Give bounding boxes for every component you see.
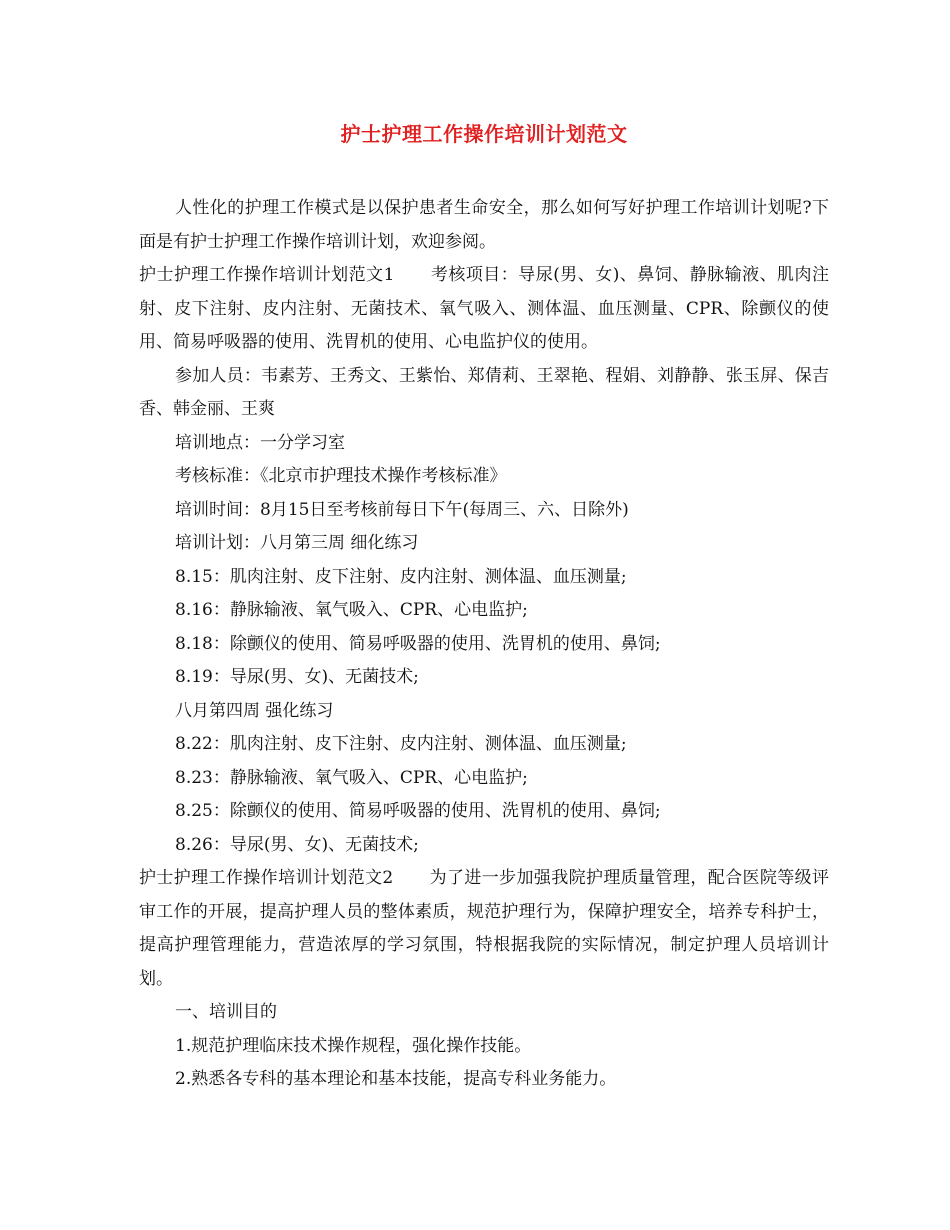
section-heading: 一、培训目的 <box>175 1002 277 1022</box>
sample-1-paragraph <box>139 259 829 360</box>
intro-text: 人性化的护理工作模式是以保护患者生命安全，那么如何写好护理工作培训计划呢?下面是有护士护理工作操作培训计划，欢迎参阅。 <box>139 198 829 252</box>
schedule-item: 8.22：肌肉注射、皮下注射、皮内注射、测体温、血压测量; <box>175 734 627 754</box>
document-title: 护士护理工作操作培训计划范文 <box>340 122 628 146</box>
exam-items-text: 考核项目：导尿(男、女)、鼻饲、静脉输液、肌肉注射、皮下注射、皮内注射、无菌技术、氧气吸入、测体温、血压测量、CPR、除颤仪的使用、简易呼吸器的使用、洗胃机的使用、心电监护仪的使用。 <box>139 265 829 352</box>
sample-2-paragraph <box>139 862 829 996</box>
training-time: 培训时间：8月15日至考核前每日下午(每周三、六、日除外) <box>175 499 629 520</box>
sample-2-heading: 护士护理工作操作培训计划范文2 <box>139 868 394 888</box>
schedule-item: 8.16：静脉输液、氧气吸入、CPR、心电监护; <box>175 600 528 620</box>
intro-paragraph <box>139 192 829 259</box>
training-location: 培训地点：一分学习室 <box>175 432 345 453</box>
sample-1-heading: 护士护理工作操作培训计划范文1 <box>139 265 395 285</box>
schedule-item: 8.26：导尿(男、女)、无菌技术; <box>175 834 419 855</box>
goal-item: 2.熟悉各专科的基本理论和基本技能，提高专科业务能力。 <box>175 1069 617 1089</box>
goal-item: 1.规范护理临床技术操作规程，强化操作技能。 <box>175 1035 532 1056</box>
schedule-item: 8.25：除颤仪的使用、简易呼吸器的使用、洗胃机的使用、鼻饲; <box>175 801 661 821</box>
purpose-text: 为了进一步加强我院护理质量管理，配合医院等级评审工作的开展，提高护理人员的整体素质，规范护理行为，保障护理安全，培养专科护士，提高护理管理能力，营造浓厚的学习氛围，特根据我院的实际情况，制定护理人员培训计划。 <box>139 868 829 989</box>
schedule-item: 8.19：导尿(男、女)、无菌技术; <box>175 667 419 687</box>
document-page <box>139 118 829 1097</box>
participants-paragraph <box>139 360 829 427</box>
training-plan-week3: 培训计划：八月第三周 细化练习 <box>175 533 419 553</box>
schedule-item: 8.18：除颤仪的使用、简易呼吸器的使用、洗胃机的使用、鼻饲; <box>175 633 661 654</box>
training-plan-week4: 八月第四周 强化练习 <box>175 700 334 721</box>
schedule-item: 8.23：静脉输液、氧气吸入、CPR、心电监护; <box>175 767 528 788</box>
exam-standard: 考核标准：《北京市护理技术操作考核标准》 <box>175 466 507 486</box>
participants-text: 参加人员：韦素芳、王秀文、王紫怡、郑倩莉、王翠艳、程娟、刘静静、张玉屏、保吉香、韩金丽、王爽 <box>139 365 829 419</box>
schedule-item: 8.15：肌肉注射、皮下注射、皮内注射、测体温、血压测量; <box>175 566 627 587</box>
